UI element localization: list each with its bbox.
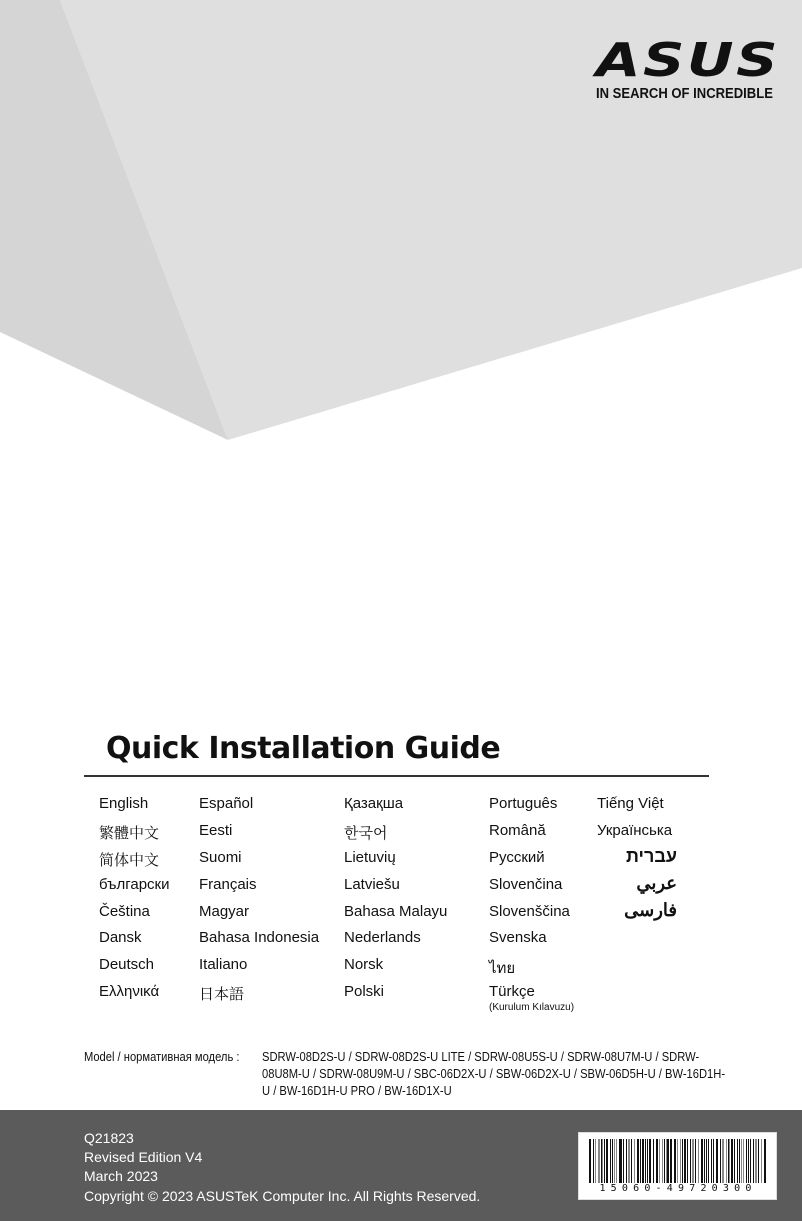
barcode-bars [589,1139,767,1183]
language-item: Italiano [199,956,248,973]
language-item: Suomi [199,849,242,866]
language-item: 简体中文 [99,852,160,869]
language-item: Slovenščina [489,903,570,920]
page-title: Quick Installation Guide [106,731,501,766]
language-item: Bahasa Indonesia [199,929,320,946]
asus-logo [596,33,781,102]
language-item: فارسی [624,900,677,920]
language-item: עברית [625,846,677,866]
model-values: SDRW-08D2S-U / SDRW-08D2S-U LITE / SDRW-08U5S-U / SDRW-08U7M-U / SDRW-08U8M-U / SDRW-08U9M-U / SBC-06D2X-U / SBW-06D2X-U / SBW-06D5H-U / BW-16D1H-U / BW-16D1H-U PRO / BW-16D1X-U [262,1049,726,1098]
language-item: Slovenčina [489,876,563,893]
language-item: Ελληνικά [99,983,160,1000]
language-item: Қазақша [344,795,404,812]
language-item: Dansk [99,929,142,946]
date: March 2023 [84,1168,158,1184]
footer [0,1110,802,1221]
language-item: Türkçe [489,983,535,1000]
language-item: ไทย [489,960,516,977]
language-item: Latviešu [344,876,400,893]
language-item: Nederlands [344,929,421,946]
language-item: Deutsch [99,956,155,973]
language-item: Magyar [199,903,250,920]
language-item: Русский [489,849,545,866]
language-item: Čeština [99,903,150,920]
logo-wordmark: ASUS [596,33,781,87]
language-item: Lietuvių [344,849,396,866]
language-item: Tiếng Việt [597,795,664,812]
turkish-note: (Kurulum Kılavuzu) [489,1002,575,1013]
language-item: Română [489,822,546,839]
language-item: 한국어 [344,825,388,842]
language-item: 日本語 [199,986,245,1003]
language-item: Français [199,876,257,893]
doc-code: Q21823 [84,1130,134,1146]
language-item: 繁體中文 [99,825,160,842]
language-item: Español [199,795,254,812]
model-label: Model / нормативная модель : [84,1049,240,1064]
language-item: عربي [636,873,677,893]
language-item: български [99,876,170,893]
language-item: Українська [597,822,673,839]
language-item: Bahasa Malayu [344,903,448,920]
language-item: English [99,795,149,812]
language-item: Norsk [344,956,384,973]
language-item: Eesti [199,822,233,839]
title-divider [84,775,709,777]
language-item: Svenska [489,929,547,946]
language-item: Polski [344,983,385,1000]
edition: Revised Edition V4 [84,1149,203,1165]
logo-tagline: IN SEARCH OF INCREDIBLE [596,86,773,102]
copyright: Copyright © 2023 ASUSTeK Computer Inc. All Rights Reserved. [84,1188,481,1204]
language-item: Português [489,795,558,812]
barcode [578,1132,777,1200]
barcode-number: 15060-49720300 [599,1183,757,1194]
